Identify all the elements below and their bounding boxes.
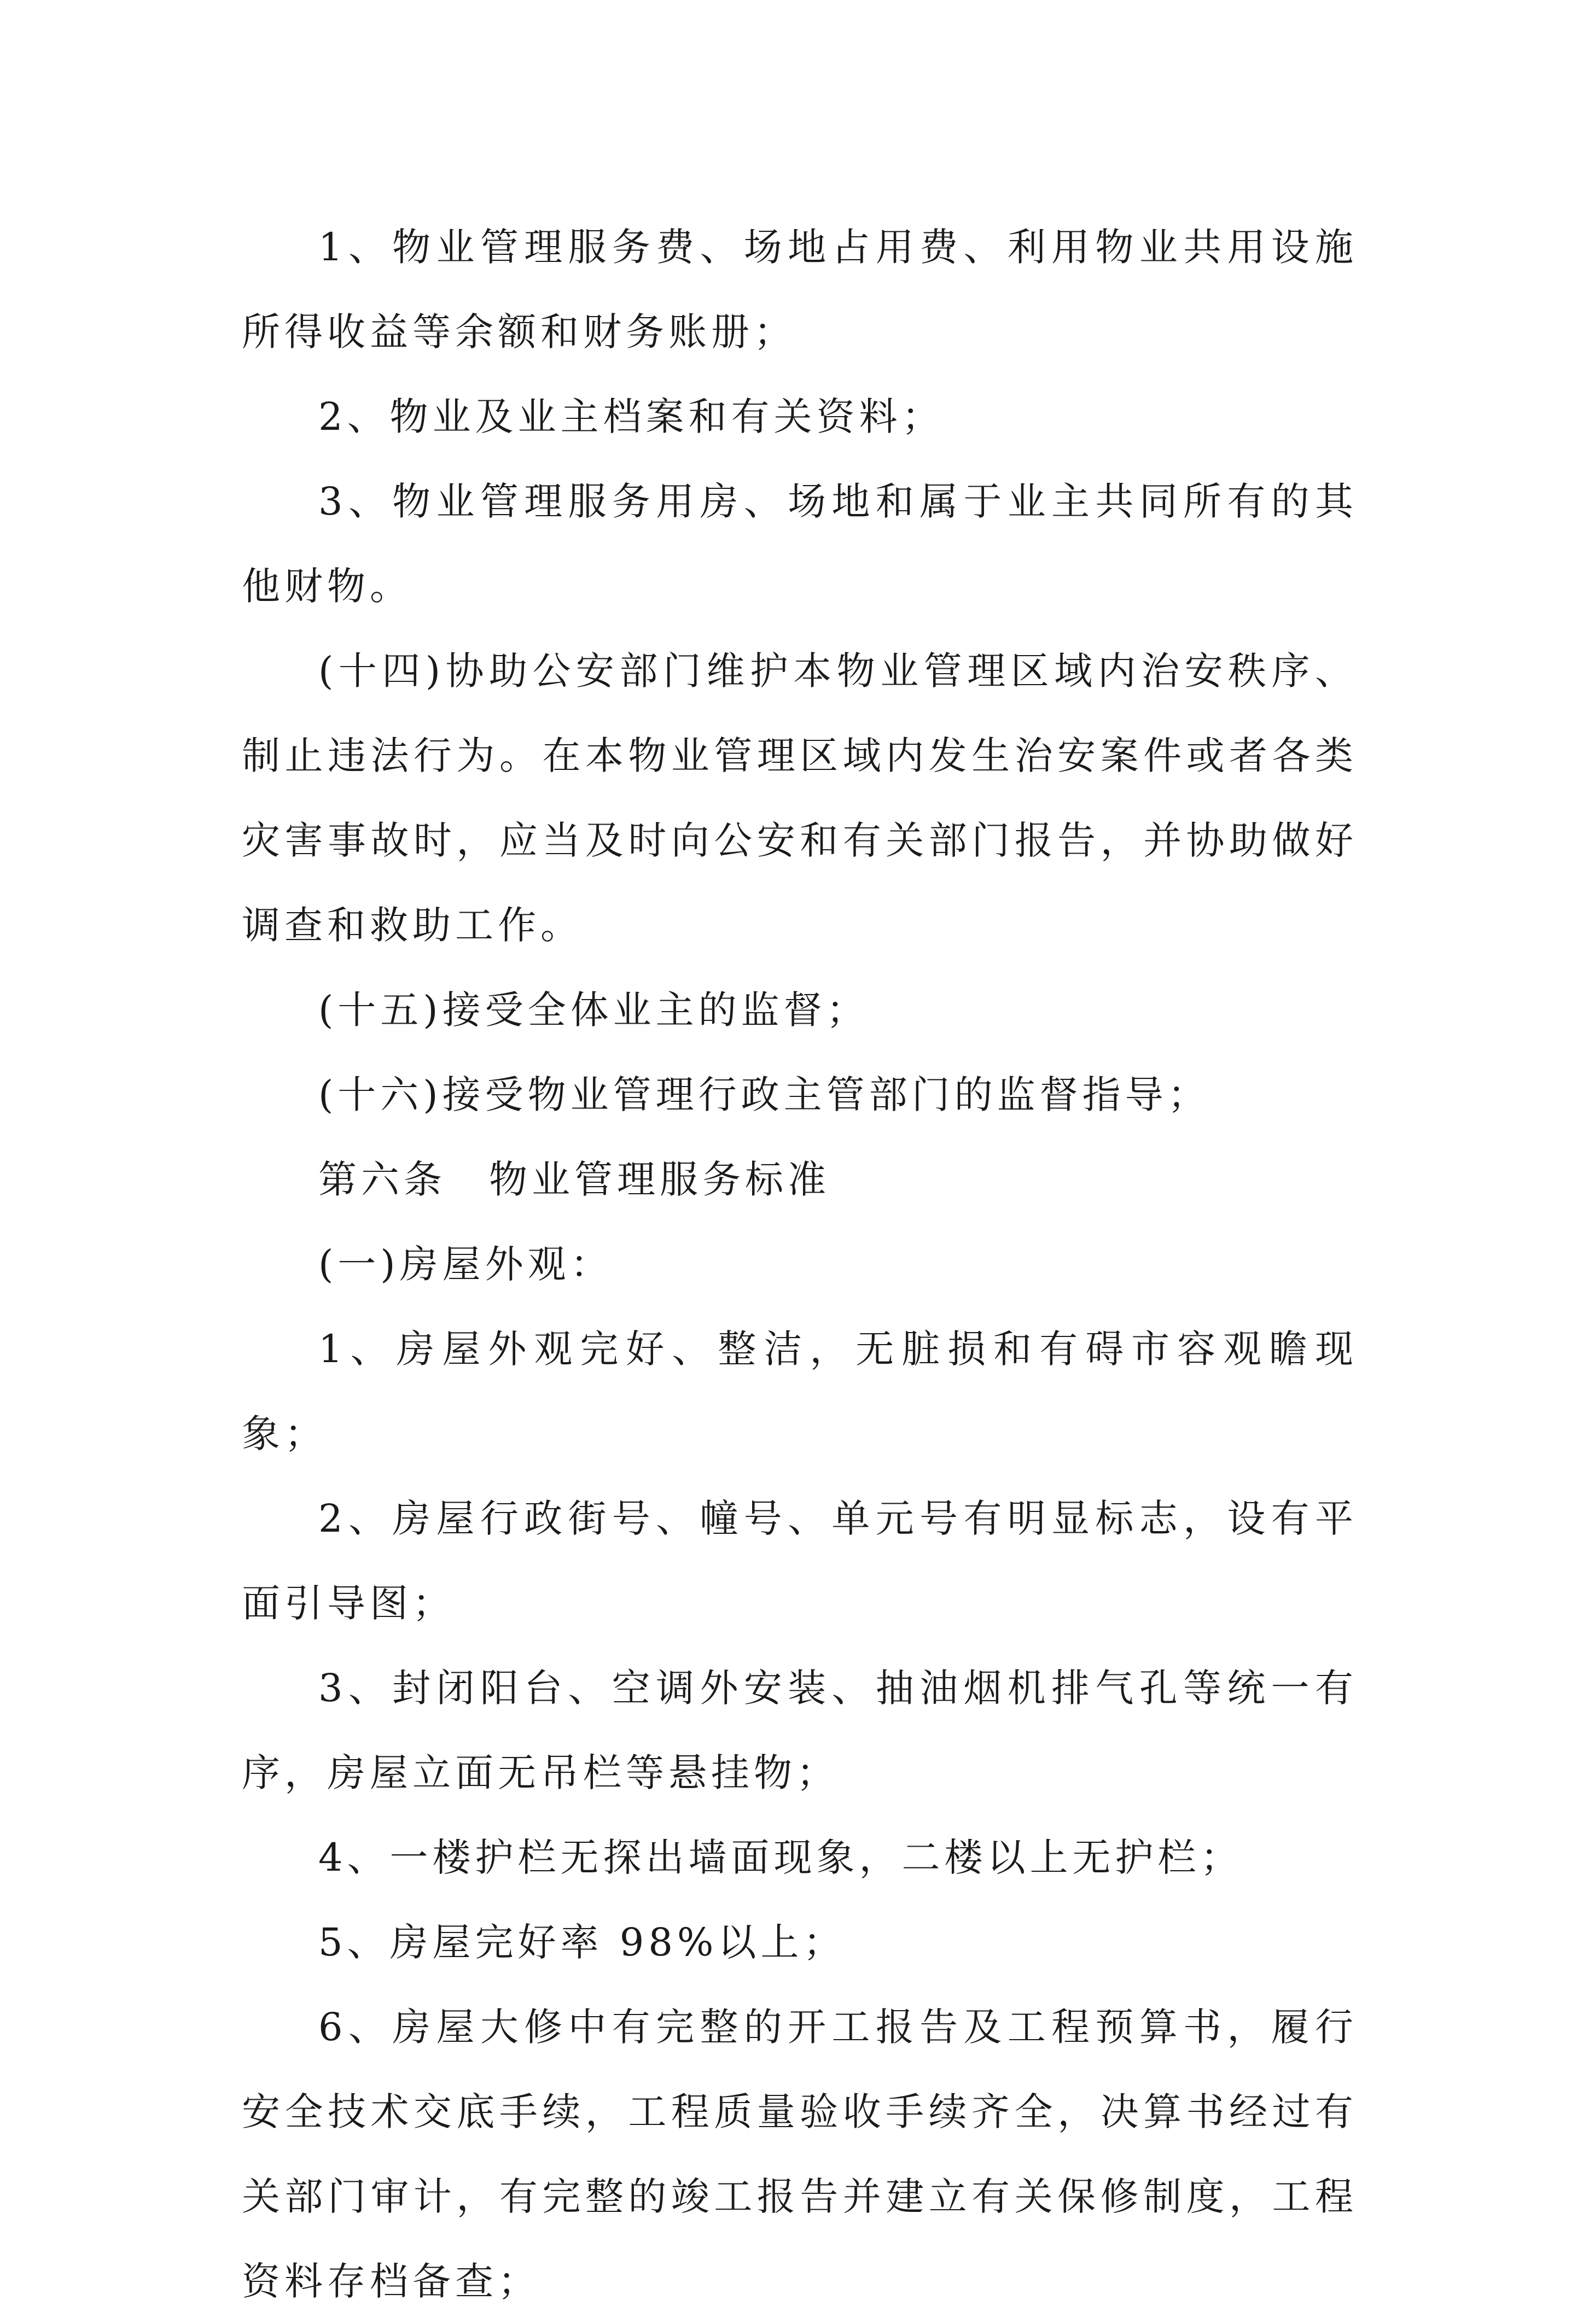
paragraph-item-1-fees-and-accounts: 1、物业管理服务费、场地占用费、利用物业共用设施所得收益等余额和财务账册；	[242, 225, 1358, 354]
paragraph-clause-15-owner-supervision: (十五)接受全体业主的监督；	[318, 988, 869, 1032]
paragraph-exterior-item-1: 1、房屋外观完好、整洁，无脏损和有碍市容观瞻现象；	[242, 1327, 1358, 1456]
section-1-house-exterior-heading: (一)房屋外观：	[318, 1242, 613, 1287]
paragraph-item-2-archives: 2、物业及业主档案和有关资料；	[318, 394, 945, 439]
paragraph-exterior-item-2: 2、房屋行政街号、幢号、单元号有明显标志，设有平面引导图；	[242, 1496, 1358, 1626]
paragraph-exterior-item-3: 3、封闭阳台、空调外安装、抽油烟机排气孔等统一有序，房屋立面无吊栏等悬挂物；	[242, 1666, 1358, 1795]
paragraph-exterior-item-4: 4、一楼护栏无探出墙面现象，二楼以上无护栏；	[318, 1835, 1243, 1880]
paragraph-clause-14-public-security: (十四)协助公安部门维护本物业管理区域内治安秩序、制止违法行为。在本物业管理区域内发生治安案件或者各类灾害事故时，应当及时向公安和有关部门报告，并协助做好调查和救助工作。	[242, 649, 1358, 948]
paragraph-exterior-item-6: 6、房屋大修中有完整的开工报告及工程预算书，履行安全技术交底手续，工程质量验收手续齐全，决算书经过有关部门审计，有完整的竣工报告并建立有关保修制度，工程资料存档备查；	[242, 2005, 1358, 2304]
paragraph-exterior-item-5: 5、房屋完好率 98%以上；	[318, 1920, 846, 1965]
paragraph-clause-16-authority-supervision: (十六)接受物业管理行政主管部门的监督指导；	[318, 1072, 1210, 1117]
document-body	[242, 205, 1358, 2324]
paragraph-item-3-property-assets: 3、物业管理服务用房、场地和属于业主共同所有的其他财物。	[242, 479, 1358, 609]
article-6-heading: 第六条 物业管理服务标准	[318, 1157, 830, 1202]
